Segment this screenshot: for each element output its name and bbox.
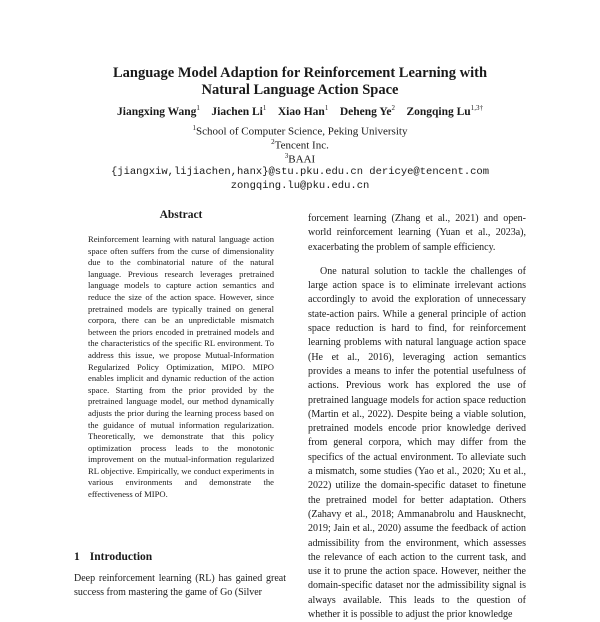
author: Zongqing $Lu^{1,3\dagger}$ — [406, 104, 483, 118]
author: Jiangxing Wang$^1$ — [117, 104, 200, 118]
abstract-heading: Abstract — [159, 209, 203, 221]
affiliation: $^3$BAAI — [284, 152, 316, 166]
abstract-text: Reinforcement learning with natural language action space often suffers from the curse of dimensionality due to the combinatorial nature of the natural language. Previous research leverages pretrained language models to capture action semantics and reduce the size of the action space. However, since pretrained models are typically trained on general corpora, there can be an unpredictable mismatch between the priors encoded in pretrained models and the characteristics of the specific RL environment. To address this issue, we propose Mutual-Information Regularized Policy Optimization, MIPO. MIPO enables implicit and dynamic reduction of the action space. Starting from the prior provided by the pretrained language model, our method dynamically adjusts the prior during the learning process based on the guidance of mutual information regularization. Theoretically, we demonstrate that this policy optimization process leads to the monotonic improvement on the mutual-information regularized RL objective. Empirically, we conduct experiments in various environments and demonstrate the effectiveness of MIPO. — [88, 234, 274, 500]
author-list — [0, 104, 600, 118]
abstract-body — [88, 234, 274, 501]
section-heading — [74, 551, 152, 563]
right-column — [308, 212, 526, 622]
section-number: 1 — [74, 551, 80, 563]
affiliation: $^1$School of Computer Science, Peking University — [192, 124, 408, 138]
intro-paragraph: Deep reinforcement learning (RL) has gained great success from mastering the game of Go (Silver — [74, 573, 286, 598]
author: Jiachen Li$^1$ — [211, 104, 267, 118]
author-emails-line-2: zongqing.lu@pku.edu.cn — [230, 180, 370, 192]
paper-title-line-2: Natural Language Action Space — [201, 82, 399, 98]
paragraph: One natural solution to tackle the challenges of large action space is to eliminate irrelevant actions accordingly to avoid the exploration of unnecessary state-action pairs. While a general principle of action space reduction is hard to find, for reinforcement learning problems with natural language action space (He et al., 2016), leveraging action semantics provides a means to infer the potential usefulness of actions. Previous work has explored the use of pretrained language models for action space reduction (Martin et al., 2022). Despite being a viable solution, pretrained models encode prior knowledge derived from general corpora, which may differ from the specifics of the actual environment. To alleviate such a mismatch, some studies (Yao et al., 2020; Xu et al., 2022) utilize the domain-specific dataset to finetune the pretrained model for better adaptation. Others (Zahavy et al., 2018; Ammanabrolu and Hausknecht, 2019; Jain et al., 2020) assume the feedback of action admissibility from the environment, which assesses the relevance of each action to the current task, and use it to prune the action space. However, neither the domain-specific dataset nor the admissibility signal is always available. This leads to the question of whether it is possible to adjust the prior knowledge — [308, 265, 526, 621]
author: Deheng Ye$^2$ — [339, 104, 395, 118]
paragraph: forcement learning (Zhang et al., 2021) and open-world reinforcement learning (Yuan et al., 2023a), exacerbating the problem of sample efficiency. — [308, 213, 526, 253]
affiliation: $^2$Tencent Inc. — [271, 138, 329, 152]
paper-title-line-1: Language Model Adaption for Reinforcement Learning with — [112, 65, 488, 81]
author: Xiao Han$^1$ — [277, 104, 329, 118]
author-emails-line-1: {jiangxiw,lijiachen,hanx}@stu.pku.edu.cn dericye@tencent.com — [110, 166, 490, 178]
section-title: Introduction — [89, 551, 153, 563]
